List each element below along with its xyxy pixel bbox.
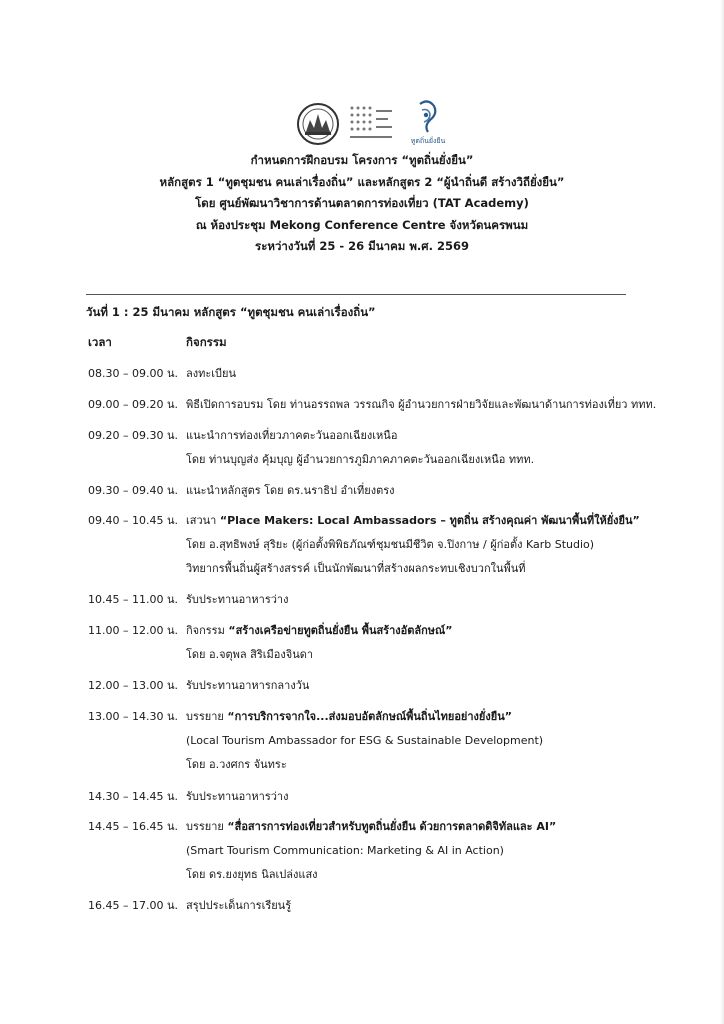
- row-time: 11.00 – 12.00 น.: [88, 624, 178, 637]
- row-activity: รับประทานอาหารกลางวัน: [186, 679, 310, 692]
- row-activity: [186, 623, 452, 639]
- header-venue: ณ ห้องประชุม Mekong Conference Centre จังหวัดนครพนม: [195, 217, 529, 232]
- logo-strip: [290, 100, 470, 150]
- row-time: 14.45 – 16.45 น.: [88, 820, 178, 833]
- dot-grid-logo-icon: [346, 104, 396, 142]
- row-activity: ลงทะเบียน: [186, 367, 236, 380]
- header-courses: หลักสูตร 1 “ทูตชุมชน คนเล่าเรื่องถิ่น” และหลักสูตร 2 “ผู้นำถิ่นดี สร้างวิถียั่งยืน”: [159, 174, 565, 189]
- column-header-time: เวลา: [88, 335, 112, 349]
- ambassador-logo-icon: [400, 100, 456, 136]
- row-speaker: โดย อ.วงศกร จันทระ: [186, 758, 287, 771]
- row-time: 13.00 – 14.30 น.: [88, 710, 178, 723]
- scan-edge-shadow: [720, 0, 724, 1024]
- row-time: 09.20 – 09.30 น.: [88, 429, 178, 442]
- row-speaker-note: วิทยากรพื้นถิ่นผู้สร้างสรรค์ เป็นนักพัฒนาที่สร้างผลกระทบเชิงบวกในพื้นที่: [186, 562, 526, 575]
- row-time: 16.45 – 17.00 น.: [88, 899, 178, 912]
- row-activity: [186, 819, 556, 835]
- column-header-activity: กิจกรรม: [186, 335, 227, 349]
- row-speaker: โดย อ.จตุพล สิริเมืองจินดา: [186, 648, 314, 661]
- row-activity: สรุปประเด็นการเรียนรู้: [186, 899, 292, 912]
- header-dates: ระหว่างวันที่ 25 - 26 มีนาคม พ.ศ. 2569: [255, 239, 469, 253]
- row-activity-type: บรรยาย: [186, 710, 224, 723]
- row-activity: พิธีเปิดการอบรม โดย ท่านอรรถพล วรรณกิจ ผู้อำนวยการฝ่ายวิจัยและพัฒนาด้านการท่องเที่ยว ททท.: [186, 398, 657, 411]
- row-subtitle: (Local Tourism Ambassador for ESG & Sustainable Development): [186, 734, 544, 747]
- row-time: 09.40 – 10.45 น.: [88, 514, 178, 527]
- row-activity: รับประทานอาหารว่าง: [186, 790, 289, 803]
- day-title: วันที่ 1 : 25 มีนาคม หลักสูตร “ทูตชุมชน คนเล่าเรื่องถิ่น”: [86, 305, 376, 319]
- row-time: 12.00 – 13.00 น.: [88, 679, 178, 692]
- row-speaker: โดย ท่านบุญส่ง คุ้มบุญ ผู้อำนวยการภูมิภาคภาคตะวันออกเฉียงเหนือ ททท.: [186, 453, 535, 466]
- row-time: 10.45 – 11.00 น.: [88, 593, 178, 606]
- row-time: 08.30 – 09.00 น.: [88, 367, 178, 380]
- row-activity-title: “สร้างเครือข่ายทูตถิ่นยั่งยืน พื้นสร้างอัตลักษณ์”: [228, 624, 453, 637]
- row-time: 09.00 – 09.20 น.: [88, 398, 178, 411]
- document-header: [80, 150, 644, 258]
- header-divider: [86, 294, 626, 295]
- row-activity: แนะนำหลักสูตร โดย ดร.นราธิป อำเที่ยงตรง: [186, 484, 395, 497]
- row-activity-title: “Place Makers: Local Ambassadors – ทูตถิ่น สร้างคุณค่า พัฒนาพื้นที่ให้ยั่งยืน”: [219, 514, 640, 527]
- row-activity: [186, 709, 512, 725]
- row-speaker: โดย อ.สุทธิพงษ์ สุริยะ (ผู้ก่อตั้งพิพิธภัณฑ์ชุมชนมีชีวิต จ.ปิงกาษ / ผู้ก่อตั้ง Karb Studio): [186, 538, 595, 551]
- row-activity-title: “สื่อสารการท่องเที่ยวสำหรับทูตถิ่นยั่งยืน ด้วยการตลาดดิจิทัลและ AI”: [227, 820, 557, 833]
- row-activity: [186, 513, 640, 529]
- ambassador-logo-caption: ทูตถิ่นยั่งยืน: [410, 137, 446, 145]
- row-time: 14.30 – 14.45 น.: [88, 790, 178, 803]
- row-time: 09.30 – 09.40 น.: [88, 484, 178, 497]
- header-organizer: โดย ศูนย์พัฒนาวิชาการด้านตลาดการท่องเที่ยว (TAT Academy): [195, 196, 529, 210]
- temple-seal-icon: [296, 102, 340, 146]
- row-activity-type: กิจกรรม: [186, 624, 225, 637]
- row-subtitle: (Smart Tourism Communication: Marketing & AI in Action): [186, 844, 504, 857]
- row-activity: แนะนำการท่องเที่ยวภาคตะวันออกเฉียงเหนือ: [186, 429, 398, 442]
- row-speaker: โดย ดร.ยงยุทธ นิลเปล่งแสง: [186, 868, 318, 881]
- header-title: กำหนดการฝึกอบรม โครงการ “ทูตถิ่นยั่งยืน”: [250, 153, 474, 167]
- row-activity-type: บรรยาย: [186, 820, 224, 833]
- row-activity: รับประทานอาหารว่าง: [186, 593, 289, 606]
- row-activity-title: “การบริการจากใจ...ส่งมอบอัตลักษณ์พื้นถิ่นไทยอย่างยั่งยืน”: [227, 710, 512, 723]
- ambassador-logo: [400, 100, 456, 146]
- row-activity-type: เสวนา: [186, 514, 217, 527]
